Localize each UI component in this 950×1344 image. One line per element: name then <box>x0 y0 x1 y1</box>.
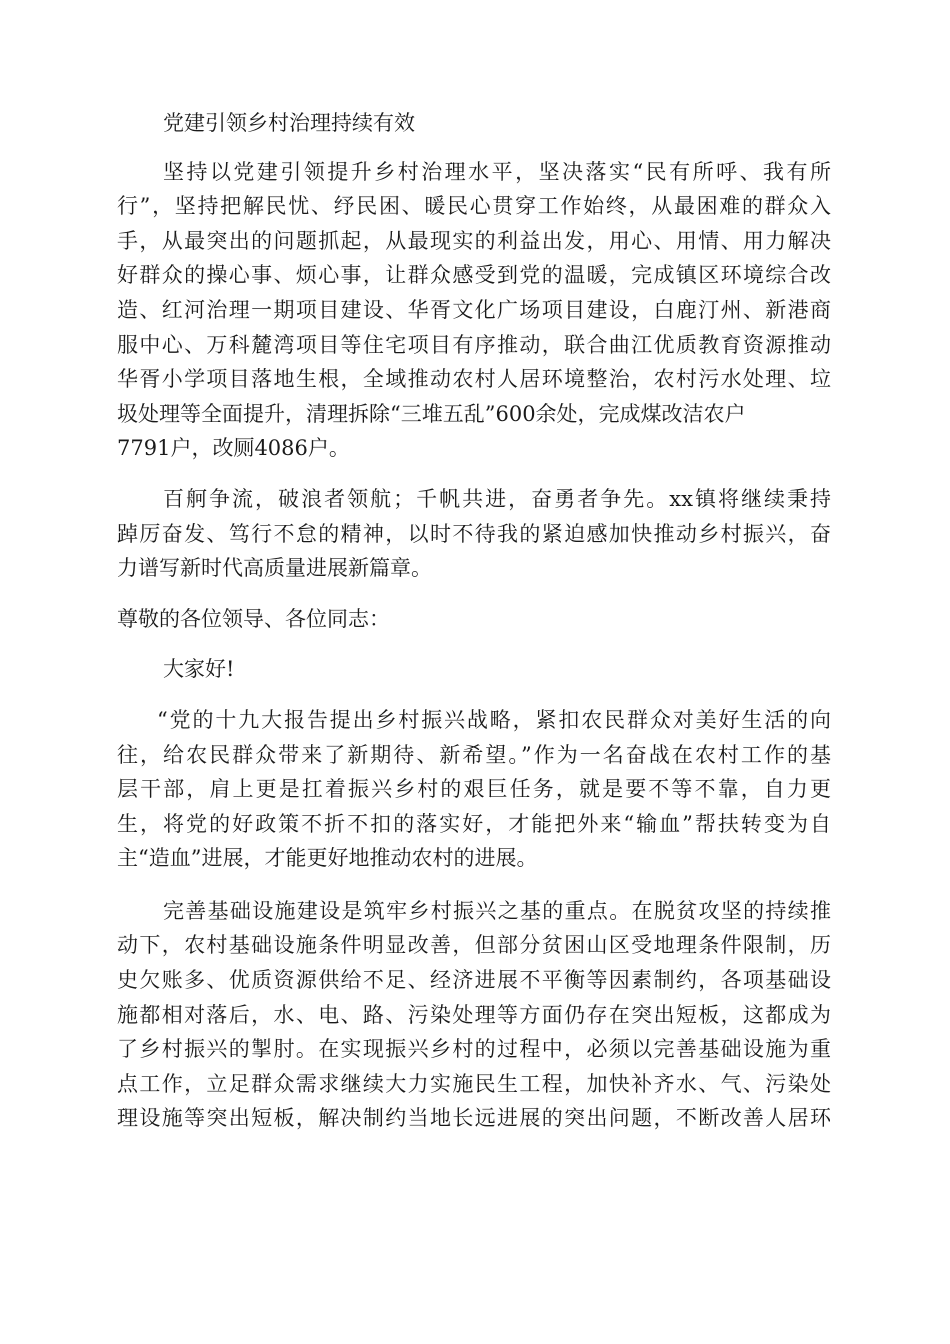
paragraph-rural-revitalization <box>117 703 831 876</box>
document-body <box>117 106 831 1136</box>
salutation <box>117 602 831 637</box>
text-line: 生，将党的好政策不折不扣的落实好，才能把外来“输血”帮扶转变为自 <box>117 811 831 836</box>
text-line: 手，从最突出的问题抓起，从最现实的利益出发，用心、用情、用力解决 <box>117 228 831 253</box>
text-line: 尊敬的各位领导、各位同志： <box>117 606 390 631</box>
text-line: “党的十九大报告提出乡村振兴战略，紧扣农民群众对美好生活的向 <box>157 707 831 732</box>
greeting <box>117 652 831 687</box>
text-line: 圾处理等全面提升，清理拆除“三堆五乱”600余处，完成煤改洁农户 <box>117 401 746 426</box>
text-line: 史欠账多、优质资源供给不足、经济进展不平衡等因素制约，各项基础设 <box>117 968 831 993</box>
text-line: 完善基础设施建设是筑牢乡村振兴之基的重点。在脱贫攻坚的持续推 <box>163 898 831 923</box>
text-line: 施都相对落后，水、电、路、污染处理等方面仍存在突出短板，这都成为 <box>117 1002 831 1027</box>
paragraph-closing <box>117 482 831 586</box>
text-line: 理设施等突出短板，解决制约当地长远进展的突出问题，不断改善人居环 <box>117 1106 831 1131</box>
section-heading <box>117 106 831 141</box>
text-line: 了乡村振兴的掣肘。在实现振兴乡村的过程中，必须以完善基础设施为重 <box>117 1037 831 1062</box>
text-line: 造、红河治理一期项目建设、华胥文化广场项目建设，白鹿汀州、新港商 <box>117 297 831 322</box>
text-line: 点工作，立足群众需求继续大力实施民生工程，加快补齐水、气、污染处 <box>117 1071 831 1096</box>
text-line: 往，给农民群众带来了新期待、新希望。”作为一名奋战在农村工作的基 <box>117 742 831 767</box>
text-line: 华胥小学项目落地生根，全域推动农村人居环境整治，农村污水处理、垃 <box>117 367 831 392</box>
paragraph-party-building <box>117 155 831 466</box>
text-line: 动下，农村基础设施条件明显改善，但部分贫困山区受地理条件限制，历 <box>117 933 831 958</box>
text-line: 好群众的操心事、烦心事，让群众感受到党的温暖，完成镇区环境综合改 <box>117 263 831 288</box>
paragraph-infrastructure <box>117 894 831 1136</box>
text-line: 层干部，肩上更是扛着振兴乡村的艰巨任务，就是要不等不靠，自力更 <box>117 777 831 802</box>
text-line: 服中心、万科麓湾项目等住宅项目有序推动，联合曲江优质教育资源推动 <box>117 332 831 357</box>
text-line: 7791户，改厕4086户。 <box>117 436 350 461</box>
text-line: 党建引领乡村治理持续有效 <box>163 111 415 135</box>
text-line: 大家好! <box>163 657 235 682</box>
text-line: 力谱写新时代高质量进展新篇章。 <box>117 556 432 581</box>
text-line: 百舸争流，破浪者领航；千帆共进，奋勇者争先。xx镇将继续秉持 <box>163 486 831 511</box>
text-line: 行”，坚持把解民忧、纾民困、暖民心贯穿工作始终，从最困难的群众入 <box>117 194 831 219</box>
text-line: 主“造血”进展，才能更好地推动农村的进展。 <box>117 846 538 871</box>
text-line: 踔厉奋发、笃行不怠的精神，以时不待我的紧迫感加快推动乡村振兴，奋 <box>117 521 831 546</box>
text-line: 坚持以党建引领提升乡村治理水平，坚决落实“民有所呼、我有所 <box>163 159 831 184</box>
